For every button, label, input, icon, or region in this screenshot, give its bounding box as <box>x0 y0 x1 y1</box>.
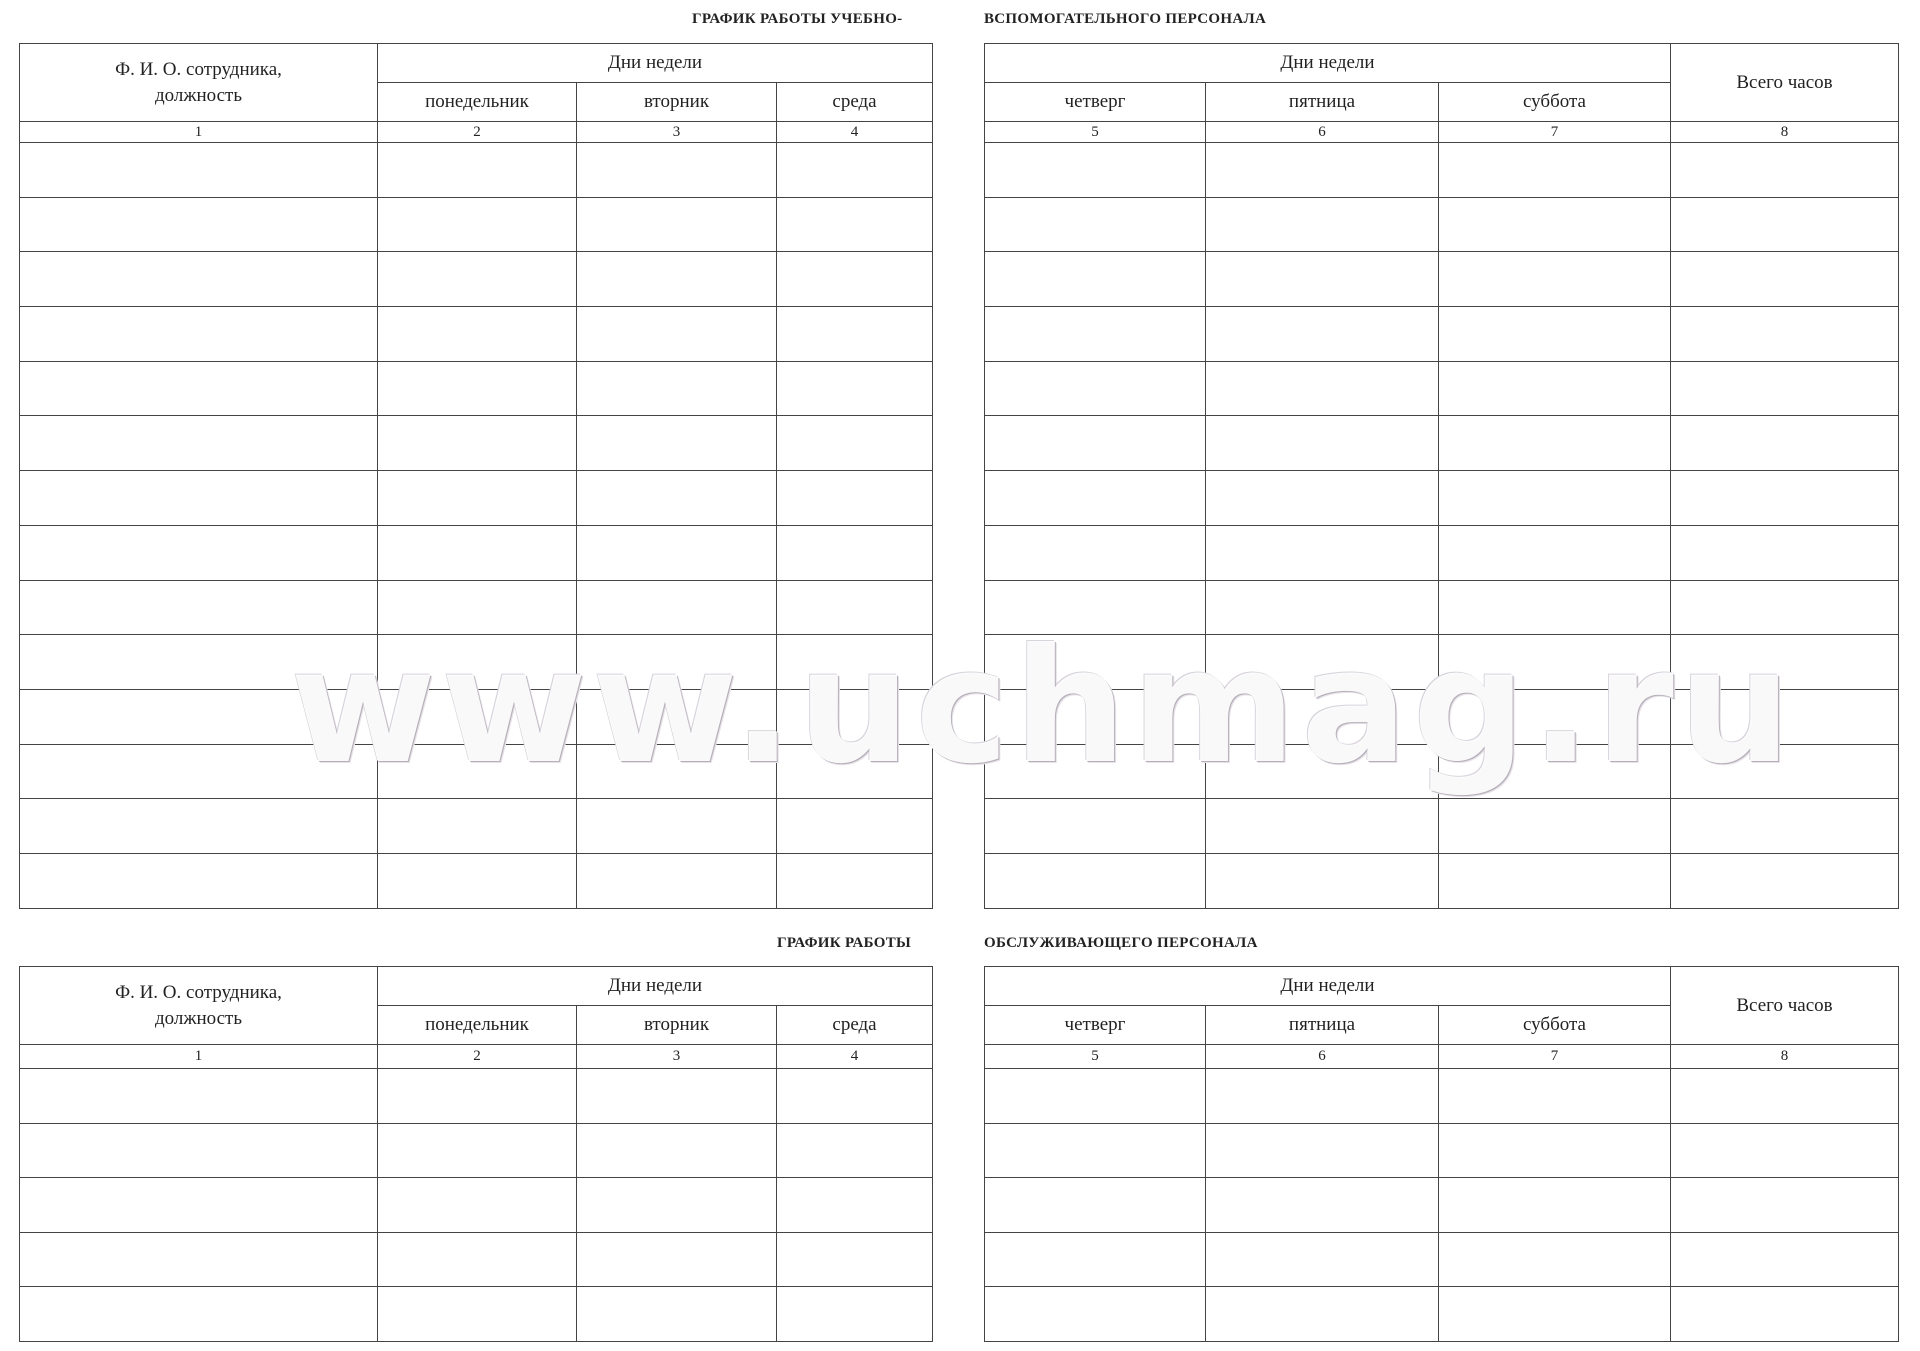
blank-cell[interactable] <box>20 307 378 362</box>
blank-cell[interactable] <box>777 361 933 416</box>
blank-cell[interactable] <box>20 689 378 744</box>
thursday-header: четверг <box>985 83 1206 122</box>
blank-cell[interactable] <box>1206 799 1439 854</box>
blank-cell[interactable] <box>1671 1123 1899 1178</box>
table-row <box>20 1287 933 1342</box>
friday-header: пятница <box>1206 1006 1439 1045</box>
blank-cell[interactable] <box>1671 361 1899 416</box>
blank-cell[interactable] <box>378 853 577 908</box>
blank-cell[interactable] <box>985 635 1206 690</box>
blank-cell[interactable] <box>1671 580 1899 635</box>
column-number: 8 <box>1671 122 1899 143</box>
blank-cell[interactable] <box>1671 525 1899 580</box>
blank-cell[interactable] <box>378 525 577 580</box>
blank-cell[interactable] <box>20 1069 378 1124</box>
table-row <box>985 580 1899 635</box>
blank-cell[interactable] <box>577 361 777 416</box>
blank-cell[interactable] <box>20 1123 378 1178</box>
blank-cell[interactable] <box>1671 1069 1899 1124</box>
column-number: 6 <box>1206 122 1439 143</box>
column-number: 2 <box>378 122 577 143</box>
column-number: 5 <box>985 122 1206 143</box>
blank-cell[interactable] <box>378 143 577 198</box>
blank-cell[interactable] <box>777 580 933 635</box>
blank-cell[interactable] <box>985 525 1206 580</box>
blank-cell[interactable] <box>985 197 1206 252</box>
blank-cell[interactable] <box>1206 1178 1439 1233</box>
monday-header: понедельник <box>378 1006 577 1045</box>
blank-cell[interactable] <box>1439 1178 1671 1233</box>
blank-cell[interactable] <box>985 580 1206 635</box>
schedule-2-title-right: ОБСЛУЖИВАЮЩЕГО ПЕРСОНАЛА <box>984 935 1258 951</box>
blank-cell[interactable] <box>20 252 378 307</box>
blank-cell[interactable] <box>1206 361 1439 416</box>
blank-cell[interactable] <box>1206 143 1439 198</box>
wednesday-header: среда <box>777 83 933 122</box>
blank-cell[interactable] <box>777 471 933 526</box>
column-number: 6 <box>1206 1045 1439 1069</box>
blank-cell[interactable] <box>1439 252 1671 307</box>
blank-cell[interactable] <box>378 307 577 362</box>
blank-cell[interactable] <box>20 416 378 471</box>
blank-cell[interactable] <box>1439 744 1671 799</box>
blank-cell[interactable] <box>1439 307 1671 362</box>
blank-cell[interactable] <box>985 853 1206 908</box>
blank-cell[interactable] <box>1206 1123 1439 1178</box>
blank-cell[interactable] <box>577 1123 777 1178</box>
table-row <box>20 1069 933 1124</box>
blank-cell[interactable] <box>777 635 933 690</box>
schedule-1-title-left: ГРАФИК РАБОТЫ УЧЕБНО- <box>692 11 903 27</box>
blank-cell[interactable] <box>577 799 777 854</box>
blank-cell[interactable] <box>777 689 933 744</box>
blank-cell[interactable] <box>1439 1123 1671 1178</box>
table-row <box>985 307 1899 362</box>
blank-cell[interactable] <box>577 580 777 635</box>
blank-cell[interactable] <box>985 1178 1206 1233</box>
blank-cell[interactable] <box>20 471 378 526</box>
blank-cell[interactable] <box>777 1287 933 1342</box>
blank-cell[interactable] <box>985 252 1206 307</box>
table-row <box>985 1232 1899 1287</box>
blank-cell[interactable] <box>378 1287 577 1342</box>
blank-cell[interactable] <box>1206 525 1439 580</box>
tuesday-header: вторник <box>577 1006 777 1045</box>
table-row <box>985 744 1899 799</box>
blank-cell[interactable] <box>1206 1287 1439 1342</box>
table-row <box>20 689 933 744</box>
table-row <box>985 252 1899 307</box>
days-of-week-header: Дни недели <box>985 967 1671 1006</box>
table-row <box>985 361 1899 416</box>
blank-cell[interactable] <box>1206 307 1439 362</box>
table-row <box>20 143 933 198</box>
table-row <box>985 635 1899 690</box>
table-row <box>985 853 1899 908</box>
blank-cell[interactable] <box>378 416 577 471</box>
blank-cell[interactable] <box>1439 580 1671 635</box>
column-number: 1 <box>20 122 378 143</box>
blank-cell[interactable] <box>577 744 777 799</box>
blank-cell[interactable] <box>1671 635 1899 690</box>
blank-cell[interactable] <box>1439 799 1671 854</box>
blank-cell[interactable] <box>985 307 1206 362</box>
blank-cell[interactable] <box>577 307 777 362</box>
blank-cell[interactable] <box>577 1232 777 1287</box>
blank-cell[interactable] <box>1671 744 1899 799</box>
saturday-header: суббота <box>1439 83 1671 122</box>
blank-cell[interactable] <box>20 1287 378 1342</box>
blank-cell[interactable] <box>1206 471 1439 526</box>
table-row <box>20 1123 933 1178</box>
blank-cell[interactable] <box>577 143 777 198</box>
watermark: www.uchmag.ru <box>290 615 1797 799</box>
blank-cell[interactable] <box>777 252 933 307</box>
blank-cell[interactable] <box>378 471 577 526</box>
blank-cell[interactable] <box>1439 416 1671 471</box>
blank-cell[interactable] <box>777 1069 933 1124</box>
blank-cell[interactable] <box>1439 853 1671 908</box>
column-number: 7 <box>1439 1045 1671 1069</box>
table-row <box>985 197 1899 252</box>
blank-cell[interactable] <box>1671 689 1899 744</box>
saturday-header: суббота <box>1439 1006 1671 1045</box>
blank-cell[interactable] <box>577 252 777 307</box>
table-row <box>20 580 933 635</box>
total-hours-header: Всего часов <box>1671 967 1899 1045</box>
friday-header: пятница <box>1206 83 1439 122</box>
blank-cell[interactable] <box>577 416 777 471</box>
blank-cell[interactable] <box>577 197 777 252</box>
table-row <box>20 744 933 799</box>
blank-cell[interactable] <box>985 744 1206 799</box>
column-number: 1 <box>20 1045 378 1069</box>
blank-cell[interactable] <box>20 143 378 198</box>
blank-cell[interactable] <box>577 1069 777 1124</box>
blank-cell[interactable] <box>20 1178 378 1233</box>
blank-cell[interactable] <box>985 416 1206 471</box>
schedule-1-title-right: ВСПОМОГАТЕЛЬНОГО ПЕРСОНАЛА <box>984 11 1267 27</box>
blank-cell[interactable] <box>985 799 1206 854</box>
blank-cell[interactable] <box>1671 799 1899 854</box>
blank-cell[interactable] <box>20 635 378 690</box>
blank-cell[interactable] <box>1206 252 1439 307</box>
blank-cell[interactable] <box>20 197 378 252</box>
wednesday-header: среда <box>777 1006 933 1045</box>
blank-cell[interactable] <box>577 635 777 690</box>
blank-cell[interactable] <box>20 1232 378 1287</box>
table-row <box>20 799 933 854</box>
table-row <box>20 525 933 580</box>
blank-cell[interactable] <box>577 471 777 526</box>
table-row <box>985 471 1899 526</box>
blank-cell[interactable] <box>777 416 933 471</box>
schedule-2-table-left <box>19 966 933 1342</box>
table-row <box>20 307 933 362</box>
blank-cell[interactable] <box>985 1123 1206 1178</box>
blank-cell[interactable] <box>378 635 577 690</box>
days-of-week-header: Дни недели <box>378 967 933 1006</box>
blank-cell[interactable] <box>985 689 1206 744</box>
schedule-2-title-left: ГРАФИК РАБОТЫ <box>777 935 912 951</box>
blank-cell[interactable] <box>985 143 1206 198</box>
blank-cell[interactable] <box>777 197 933 252</box>
blank-cell[interactable] <box>378 799 577 854</box>
blank-cell[interactable] <box>577 1178 777 1233</box>
blank-cell[interactable] <box>1439 361 1671 416</box>
blank-cell[interactable] <box>777 853 933 908</box>
column-number: 2 <box>378 1045 577 1069</box>
blank-cell[interactable] <box>1439 1069 1671 1124</box>
blank-cell[interactable] <box>20 853 378 908</box>
schedule-2-table-right <box>984 966 1899 1342</box>
blank-cell[interactable] <box>777 143 933 198</box>
blank-cell[interactable] <box>1439 635 1671 690</box>
blank-cell[interactable] <box>985 471 1206 526</box>
blank-cell[interactable] <box>577 525 777 580</box>
blank-cell[interactable] <box>577 1287 777 1342</box>
table-row <box>985 1069 1899 1124</box>
schedule-1-table-right <box>984 43 1899 909</box>
table-row <box>20 471 933 526</box>
blank-cell[interactable] <box>777 744 933 799</box>
blank-cell[interactable] <box>777 1123 933 1178</box>
table-row <box>985 1123 1899 1178</box>
blank-cell[interactable] <box>378 689 577 744</box>
table-row <box>20 252 933 307</box>
blank-cell[interactable] <box>1206 689 1439 744</box>
blank-cell[interactable] <box>378 1232 577 1287</box>
blank-cell[interactable] <box>378 1069 577 1124</box>
blank-cell[interactable] <box>985 1287 1206 1342</box>
blank-cell[interactable] <box>1671 853 1899 908</box>
table-row <box>20 197 933 252</box>
table-row <box>20 1178 933 1233</box>
blank-cell[interactable] <box>1439 689 1671 744</box>
table-row <box>985 689 1899 744</box>
table-row <box>985 525 1899 580</box>
column-number: 4 <box>777 122 933 143</box>
blank-cell[interactable] <box>1671 471 1899 526</box>
schedule-1-table-left <box>19 43 933 909</box>
blank-cell[interactable] <box>777 1178 933 1233</box>
blank-cell[interactable] <box>1671 416 1899 471</box>
column-number: 4 <box>777 1045 933 1069</box>
monday-header: понедельник <box>378 83 577 122</box>
blank-cell[interactable] <box>378 580 577 635</box>
blank-cell[interactable] <box>1206 635 1439 690</box>
blank-cell[interactable] <box>777 1232 933 1287</box>
blank-cell[interactable] <box>1206 853 1439 908</box>
table-row <box>20 361 933 416</box>
blank-cell[interactable] <box>1671 1178 1899 1233</box>
blank-cell[interactable] <box>985 361 1206 416</box>
blank-cell[interactable] <box>577 689 777 744</box>
blank-cell[interactable] <box>20 525 378 580</box>
blank-cell[interactable] <box>20 744 378 799</box>
total-hours-header: Всего часов <box>1671 44 1899 122</box>
column-number: 3 <box>577 1045 777 1069</box>
blank-cell[interactable] <box>378 1123 577 1178</box>
table-row <box>985 1178 1899 1233</box>
blank-cell[interactable] <box>20 361 378 416</box>
blank-cell[interactable] <box>1206 197 1439 252</box>
blank-cell[interactable] <box>1206 744 1439 799</box>
blank-cell[interactable] <box>985 1232 1206 1287</box>
table-row <box>20 1232 933 1287</box>
blank-cell[interactable] <box>1439 525 1671 580</box>
tuesday-header: вторник <box>577 83 777 122</box>
blank-cell[interactable] <box>1671 197 1899 252</box>
blank-cell[interactable] <box>777 307 933 362</box>
blank-cell[interactable] <box>1439 1287 1671 1342</box>
blank-cell[interactable] <box>1439 471 1671 526</box>
column-number: 5 <box>985 1045 1206 1069</box>
blank-cell[interactable] <box>378 252 577 307</box>
blank-cell[interactable] <box>1439 143 1671 198</box>
blank-cell[interactable] <box>1439 197 1671 252</box>
blank-cell[interactable] <box>378 197 577 252</box>
blank-cell[interactable] <box>1671 1232 1899 1287</box>
table-row <box>20 635 933 690</box>
days-of-week-header: Дни недели <box>378 44 933 83</box>
blank-cell[interactable] <box>985 1069 1206 1124</box>
days-of-week-header: Дни недели <box>985 44 1671 83</box>
blank-cell[interactable] <box>378 1178 577 1233</box>
blank-cell[interactable] <box>378 744 577 799</box>
table-row <box>985 1287 1899 1342</box>
blank-cell[interactable] <box>1671 252 1899 307</box>
blank-cell[interactable] <box>1671 143 1899 198</box>
thursday-header: четверг <box>985 1006 1206 1045</box>
table-row <box>20 416 933 471</box>
employee-header: Ф. И. О. сотрудника, должность <box>20 44 378 122</box>
table-row <box>20 853 933 908</box>
blank-cell[interactable] <box>777 525 933 580</box>
blank-cell[interactable] <box>378 361 577 416</box>
blank-cell[interactable] <box>1206 580 1439 635</box>
blank-cell[interactable] <box>20 580 378 635</box>
table-row <box>985 416 1899 471</box>
table-row <box>985 143 1899 198</box>
blank-cell[interactable] <box>1671 1287 1899 1342</box>
column-number: 8 <box>1671 1045 1899 1069</box>
blank-cell[interactable] <box>1439 1232 1671 1287</box>
table-row <box>985 799 1899 854</box>
employee-header: Ф. И. О. сотрудника, должность <box>20 967 378 1045</box>
blank-cell[interactable] <box>1206 1069 1439 1124</box>
blank-cell[interactable] <box>1206 416 1439 471</box>
blank-cell[interactable] <box>777 799 933 854</box>
blank-cell[interactable] <box>1206 1232 1439 1287</box>
blank-cell[interactable] <box>20 799 378 854</box>
blank-cell[interactable] <box>577 853 777 908</box>
blank-cell[interactable] <box>1671 307 1899 362</box>
column-number: 7 <box>1439 122 1671 143</box>
column-number: 3 <box>577 122 777 143</box>
